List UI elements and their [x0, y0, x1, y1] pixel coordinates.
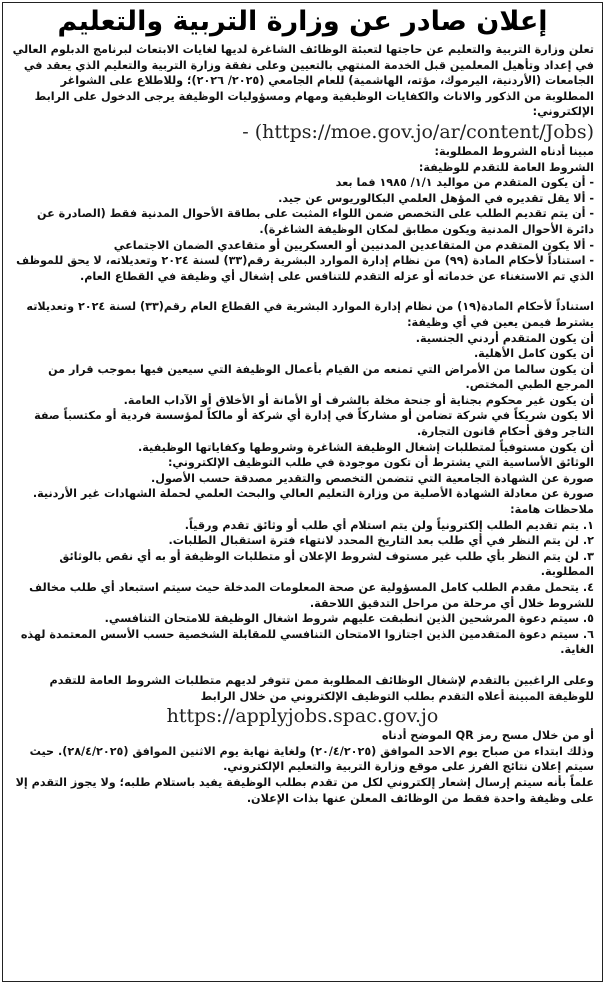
required-document-item: صورة عن الشهادة الجامعية التي تتضمن التخصص والتقدير مصدقة حسب الأصول. [151, 471, 594, 485]
general-condition-item: - أن يتم تقديم الطلب على التخصص ضمن اللواء المثبت على بطاقة الأحوال المدنية فقط (الصادرة عن دائرة الأحوال المدنية ويكون مطابق لمكان الوظيفة الشاغرة). [37, 207, 594, 236]
note-item: ٤. يتحمل مقدم الطلب كامل المسؤولية عن صحة المعلومات المدخلة حيث سيتم استبعاد أي طلب مخالف للشروط خلال أي مرحلة من مراحل التدقيق اللاحقة. [29, 581, 594, 610]
apply-jobs-link[interactable]: https://applyjobs.spac.gov.jo [166, 705, 439, 728]
announcement-frame [2, 2, 603, 982]
general-condition-item: - ألا يقل تقديره في المؤهل العلمي البكالوريوس عن جيد. [278, 191, 594, 205]
article-19-item: أن يكون مستوفياً لمتطلبات إشغال الوظيفة الشاغرة وشروطها وكفاياتها الوظيفية. [137, 440, 594, 454]
article-19-paragraph: استناداً لأحكام المادة(١٩) من نظام إدارة الموارد البشرية في القطاع العام رقم(٣٣) لسنة ٢٠٢٤ وتعديلاته يشترط فيمن يعين في أي وظيفة: [26, 300, 594, 329]
note-item: ١. يتم تقديم الطلب إلكترونياً ولن يتم استلام أي طلب أو وثائق تقدم ورقياً. [184, 518, 594, 532]
required-documents-title: الوثائق الأساسية التي يشترط أن تكون موجودة في طلب التوظيف الإلكتروني: [167, 456, 594, 470]
article-19-item: أن يكون سالما من الأمراض التي تمنعه من القيام بأعمال الوظيفة التي سيعين فيها بموجب قرار من المرجع الطبي المختص. [48, 362, 594, 392]
conditions-intro: مبينا أدناه الشروط المطلوبة: [434, 144, 594, 158]
note-item: ٥. سيتم دعوة المرشحين الذين انطبقت عليهم شروط اشغال الوظيفة للامتحان التنافسي. [104, 612, 594, 626]
announcement-body [3, 4, 602, 806]
announcement-title: إعلان صادر عن وزارة التربية والتعليم [57, 6, 548, 37]
qr-instruction: أو من خلال مسح رمز QR الموضح أدناه [381, 729, 594, 743]
article-19-item: ألا يكون شريكاً في شركة تضامن أو مشاركاً في إدارة أي شركة أو مالكاً لمؤسسة فردية أو مكتسباً صفة التاجر وفق أحكام قانون التجارة. [34, 409, 594, 439]
article-19-item: أن يكون كامل الأهلية. [473, 347, 594, 361]
note-item: ٢. لن يتم النظر في أي طلب بعد التاريخ المحدد لانتهاء فترة استقبال الطلبات. [168, 534, 594, 548]
intro-paragraph: تعلن وزارة التربية والتعليم عن حاجتها لتعبئة الوظائف الشاغرة لديها لغايات الابتعاث لبرنامج الدبلوم العالي في إعداد وتأهيل المعلمين قبل الخدمة المنتهي بالتعيين وعلى نفقة وزارة التربية والتعليم الذي يعقد في الجامعات (الأردنية، اليرموك، مؤته، الهاشمية) للعام الجامعي (٢٠٢٥/ ٢٠٢٦)؛ وللاطلاع على الشواغر المطلوبة من الذكور والاناث والكفايات الوظيفية ومهام ومسؤوليات الوظيفة يرجى الدخول على الرابط الإلكتروني: [12, 43, 594, 119]
general-condition-item: - ألا يكون المتقدم من المتقاعدين المدنيين أو العسكريين أو متقاعدي الضمان الاجتماعي [113, 238, 594, 252]
apply-paragraph: وعلى الراغبين بالتقدم لإشغال الوظائف المطلوبة ممن تتوفر لديهم متطلبات الشروط العامة للتقدم للوظيفة المبينة أعلاه التقدم بطلب التوظيف الإلكتروني من خلال الرابط [49, 673, 594, 703]
general-condition-item: - أن يكون المتقدم من مواليد ١/١/ ١٩٨٥ فما بعد [335, 176, 594, 190]
moe-jobs-link[interactable]: - (https://moe.gov.jo/ar/content/Jobs) [242, 120, 594, 143]
application-dates: وذلك ابتداء من صباح يوم الاحد الموافق (٢٠/٤/٢٠٢٥) ولغاية نهاية يوم الاثنين الموافق (٢٨/٤/٢٠٢٥). حيث سيتم إعلان نتائج الفرز على موقع وزارة التربية والتعليم الإلكتروني. [29, 744, 594, 774]
note-item: ٣. لن يتم النظر بأي طلب غير مستوف لشروط الإعلان أو متطلبات الوظيفة أو به أي نقص بالوثائق المطلوبة. [59, 549, 594, 579]
final-note: علماً بأنه سيتم إرسال إشعار إلكتروني لكل من تقدم بطلب الوظيفة يفيد باستلام طلبه؛ ولا يجوز التقدم إلا على وظيفة واحدة فقط من الوظائف المعلن عنها بذات الإعلان. [15, 775, 594, 805]
article-19-item: أن يكون غير محكوم بجناية أو جنحة مخلة بالشرف أو الأمانة أو الأخلاق أو الآداب العامة. [123, 393, 594, 407]
article-19-item: أن يكون المتقدم أردني الجنسية. [415, 331, 594, 345]
general-conditions-title: الشروط العامة للتقدم للوظيفة: [418, 160, 594, 174]
notes-title: ملاحظات هامة: [510, 503, 594, 517]
required-document-item: صورة عن معادلة الشهادة الأصلية من وزارة التعليم العالي والبحث العلمي لحملة الشهادات غير الأردنية. [32, 487, 594, 501]
note-item: ٦. سيتم دعوة المتقدمين الذين اجتازوا الامتحان التنافسي للمقابلة الشخصية حسب الأسس المعتمدة لهذه الغاية. [20, 627, 594, 657]
general-condition-item: - استناداً لأحكام المادة (٩٩) من نظام إدارة الموارد البشرية رقم(٣٣) لسنة ٢٠٢٤ وتعديلاته، لا يحق للموظف الذي تم الاستغناء عن خدماته أو عزله التقدم للتنافس على إشغال أي وظيفة في القطاع العام. [16, 254, 594, 283]
